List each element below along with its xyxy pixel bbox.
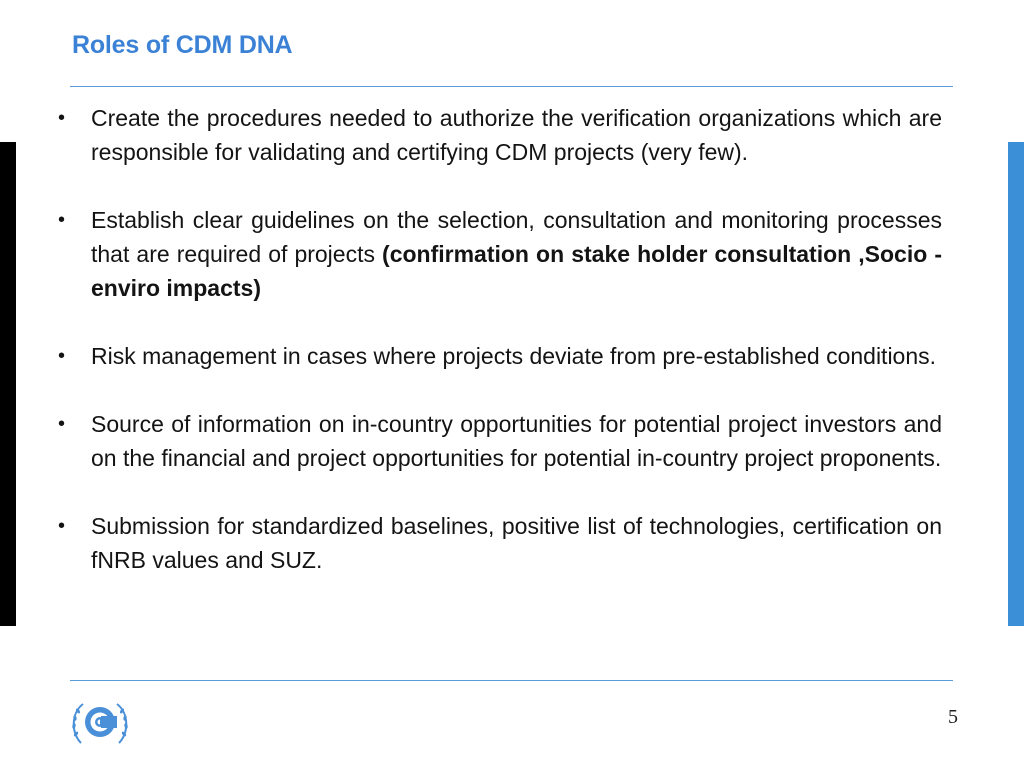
list-item xyxy=(55,509,942,577)
bullet-bold-text: (confirmation on stake holder consultation ,Socio - enviro impacts) xyxy=(91,241,942,301)
bullet-text: Submission for standardized baselines, positive list of technologies, certification on fNRB values and SUZ. xyxy=(91,513,942,573)
bullet-text: Create the procedures needed to authorize the verification organizations which are responsible for validating and certifying CDM projects (very few). xyxy=(91,105,942,165)
footer-divider xyxy=(70,680,953,681)
right-accent-bar xyxy=(1008,142,1024,626)
list-item xyxy=(55,203,942,305)
page-title: Roles of CDM DNA xyxy=(72,31,293,59)
bullet-text: Risk management in cases where projects deviate from pre-established conditions. xyxy=(91,343,937,369)
bullet-icon: • xyxy=(58,209,66,231)
bullet-icon: • xyxy=(58,107,66,129)
left-accent-bar xyxy=(0,142,16,626)
bullet-list xyxy=(55,101,942,577)
list-item xyxy=(55,339,942,373)
title-divider xyxy=(70,86,953,87)
bullet-text: Establish clear guidelines on the selection, consultation and monitoring processes that are required of projects xyxy=(91,207,942,267)
list-item xyxy=(55,407,942,475)
page-number: 5 xyxy=(948,706,958,728)
list-item xyxy=(55,101,942,169)
bullet-icon: • xyxy=(58,413,66,435)
bullet-text: Source of information on in-country opportunities for potential project investors and on the financial and project opportunities for potential in-country project proponents. xyxy=(91,411,942,471)
bullet-icon: • xyxy=(58,345,66,367)
unfccc-logo-icon xyxy=(67,698,133,750)
bullet-icon: • xyxy=(58,515,66,537)
